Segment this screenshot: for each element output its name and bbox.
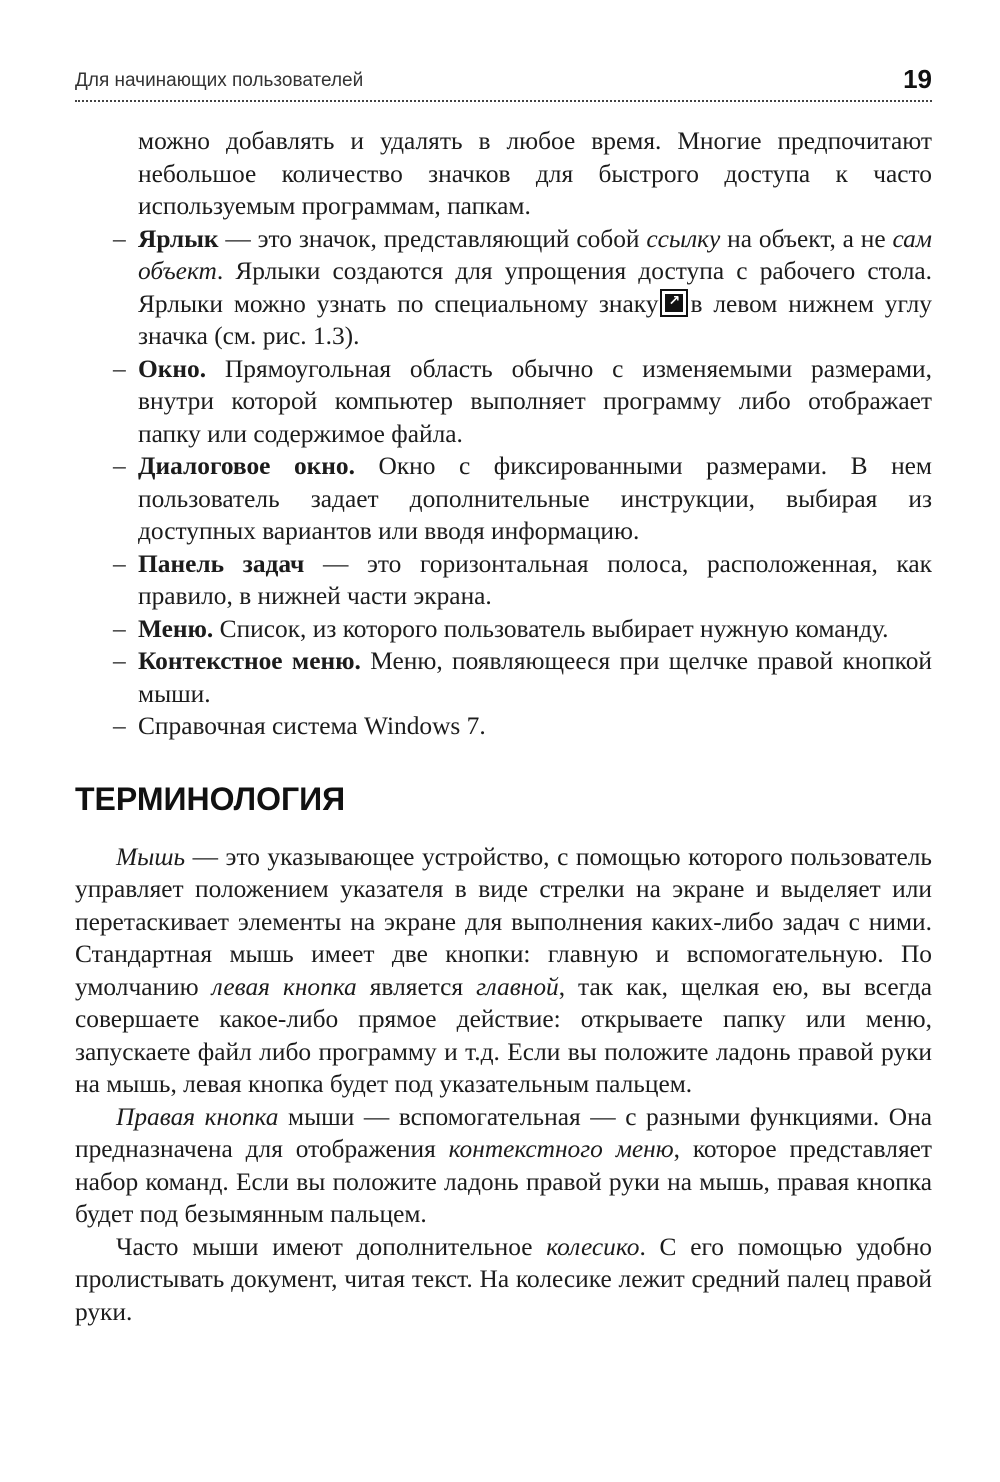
- page-number: 19: [903, 64, 932, 94]
- list-item-context-menu: – Контекстное меню. Меню, появляющееся при щелчке правой кнопкой мыши.: [113, 647, 932, 708]
- running-header: [75, 62, 932, 96]
- list-dash: –: [113, 452, 126, 480]
- paragraph-right-button: Правая кнопка мыши — вспомогательная — с разными функциями. Она предназначена для отображения контекстного меню, которое представляет набор команд. Если вы положите ладонь правой руки на мышь, правая кнопка будет под безымянным пальцем.: [75, 1102, 933, 1228]
- list-item-menu: – Меню. Список, из которого пользователь выбирает нужную команду.: [75, 613, 932, 646]
- list-dash: –: [113, 647, 126, 675]
- list-item-shortcut: – Ярлык — это значок, представляющий собой ссылку на объект, а не сам объект. Ярлыки создаются для упрощения доступа с рабочего стола. Ярлыки можно узнать по специальному знаку ↗ в левом нижнем углу значка (см. рис. 1.3).: [113, 224, 933, 350]
- paragraph-wheel: Часто мыши имеют дополнительное колесико. С его помощью удобно пролистывать документ, читая текст. На колесике лежит средний палец правой руки.: [75, 1232, 933, 1326]
- list-dash: –: [113, 549, 126, 578]
- list-item-dialog: – Диалоговое окно. Окно с фиксированными размерами. В нем пользователь задает дополнительные инструкции, выбирая из доступных вариантов или вводя информацию.: [113, 452, 932, 545]
- list-dash: –: [113, 712, 126, 740]
- term-shortcut: Ярлык: [138, 224, 219, 253]
- section-heading: ТЕРМИНОЛОГИЯ: [75, 780, 346, 817]
- shortcut-arrow-icon: ↗: [660, 289, 688, 317]
- header-dotted-rule: [75, 100, 932, 102]
- header-title: Для начинающих пользователей: [75, 70, 364, 91]
- term-window: Окно.: [138, 354, 207, 383]
- term-taskbar: Панель задач: [138, 549, 305, 578]
- list-item-window: – Окно. Прямоугольная область обычно с изменяемыми размерами, внутри которой компьютер выполняет программу либо отображает папку или содержимое файла.: [113, 354, 932, 448]
- list-dash: –: [113, 224, 126, 253]
- term-menu: Меню.: [138, 614, 214, 643]
- definition-list: [75, 125, 932, 743]
- term-dialog: Диалоговое окно.: [138, 452, 355, 480]
- paragraph-mouse: Мышь — это указывающее устройство, с помощью которого пользователь управляет положением указателя в виде стрелки на экране и выделяет или перетаскивает элементы на экране для выполнения каких-либо задач с ними. Стандартная мышь имеет две кнопки: главную и вспомогательную. По умолчанию левая кнопка является главной, так как, щелкая ею, вы всегда совершаете какое-либо прямое действие: открываете папку или меню, запускаете файл либо программу и т.д. Если вы положите ладонь правой руки на мышь, левая кнопка будет под указательным пальцем.: [75, 842, 932, 1098]
- term-context-menu: Контекстное меню.: [138, 647, 361, 675]
- list-dash: –: [113, 614, 126, 643]
- list-continuation: можно добавлять и удалять в любое время. Многие предпочитают небольшое количество значков для быстрого доступа к часто используемым программам, папкам.: [138, 127, 932, 220]
- list-item-taskbar: – Панель задач — это горизонтальная полоса, расположенная, как правило, в нижней части экрана.: [113, 549, 932, 610]
- terminology-section: [75, 841, 932, 1329]
- page-content: [75, 125, 932, 1328]
- list-item-help: – Справочная система Windows 7.: [75, 710, 932, 743]
- list-dash: –: [113, 354, 126, 383]
